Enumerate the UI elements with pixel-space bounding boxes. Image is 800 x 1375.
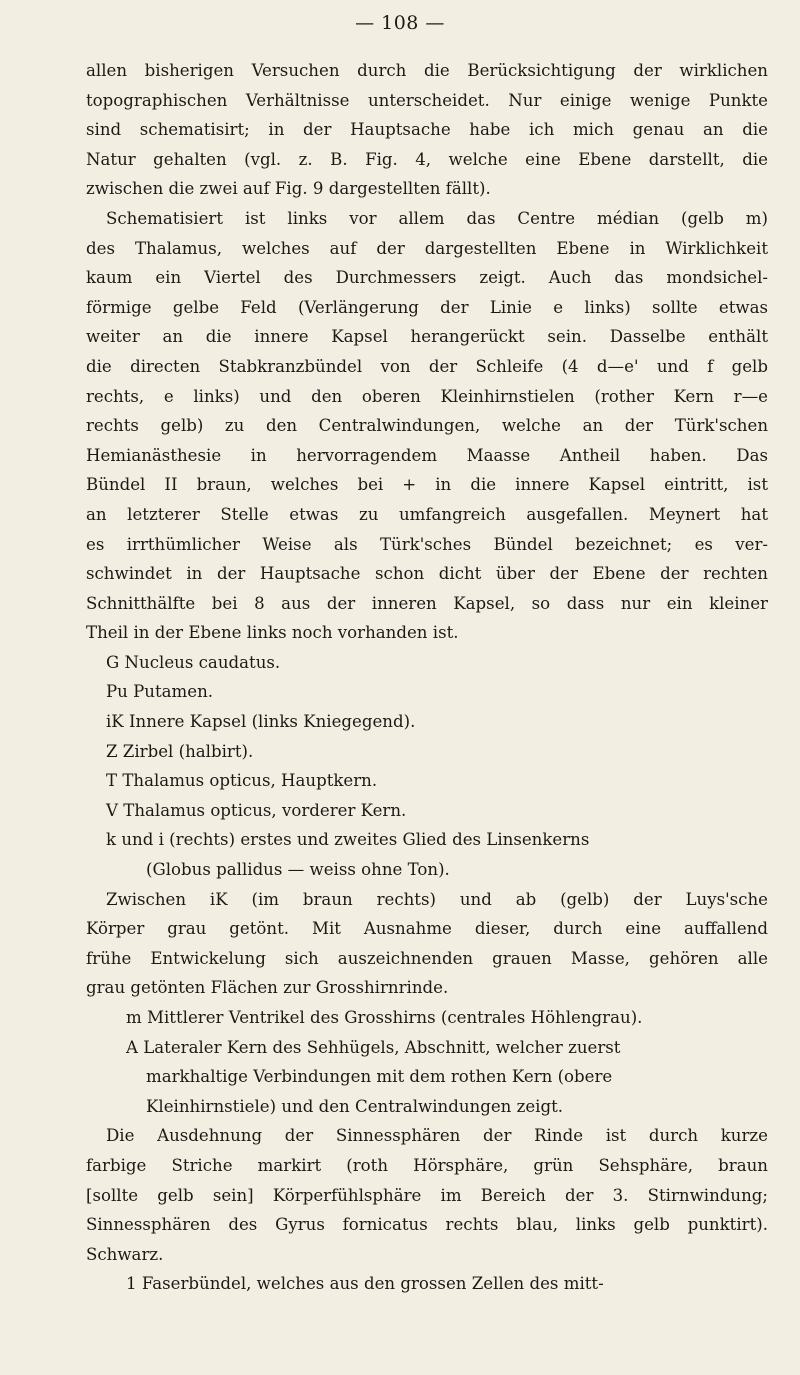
text-line: Z Zirbel (halbirt). (106, 741, 254, 761)
page-number: — 108 — (355, 12, 445, 34)
text-line: Die Ausdehnung der Sinnessphären der Rinde ist durch kurze (106, 1126, 768, 1146)
text-line: Sinnessphären des Gyrus fornicatus rechts blau, links gelb punktirt). (86, 1215, 768, 1235)
body-text (86, 56, 768, 1299)
text-line: Bündel II braun, welches bei + in die innere Kapsel eintritt, ist (86, 475, 768, 495)
text-line: (Globus pallidus — weiss ohne Ton). (146, 860, 450, 880)
text-line: Schwarz. (86, 1244, 164, 1264)
text-line: [sollte gelb sein] Körperfühlsphäre im Bereich der 3. Stirnwindung; (86, 1185, 768, 1205)
text-line: V Thalamus opticus, vorderer Kern. (106, 800, 407, 820)
text-line: frühe Entwickelung sich auszeichnenden grauen Masse, gehören alle (86, 948, 768, 968)
text-line: förmige gelbe Feld (Verlängerung der Linie e links) sollte etwas (86, 297, 768, 317)
text-line: Schnitthälfte bei 8 aus der inneren Kapsel, so dass nur ein kleiner (86, 593, 768, 613)
text-line: des Thalamus, welches auf der dargestellten Ebene in Wirklichkeit (86, 238, 768, 258)
text-line: Körper grau getönt. Mit Ausnahme dieser, durch eine auffallend (86, 919, 768, 939)
text-line: Zwischen iK (im braun rechts) und ab (gelb) der Luys'sche (106, 889, 768, 909)
text-line: m Mittlerer Ventrikel des Grosshirns (centrales Höhlengrau). (126, 1008, 643, 1027)
text-line: Pu Putamen. (106, 682, 214, 702)
text-line: die directen Stabkranzbündel von der Schleife (4 d—e' und f gelb (86, 356, 768, 376)
text-line: kaum ein Viertel des Durchmessers zeigt. Auch das mondsichel- (86, 268, 768, 288)
text-line: schwindet in der Hauptsache schon dicht über der Ebene der rechten (86, 564, 768, 584)
text-line: A Lateraler Kern des Sehhügels, Abschnitt, welcher zuerst (126, 1037, 621, 1057)
text-line: Kleinhirnstiele) und den Centralwindungen zeigt. (146, 1096, 564, 1116)
text-line: grau getönten Flächen zur Grosshirnrinde. (86, 978, 449, 998)
text-line: Schematisiert ist links vor allem das Centre médian (gelb m) (106, 208, 768, 228)
text-line: allen bisherigen Versuchen durch die Berücksichtigung der wirklichen (86, 61, 768, 80)
text-line: markhaltige Verbindungen mit dem rothen Kern (obere (146, 1067, 613, 1087)
text-line: T Thalamus opticus, Hauptkern. (106, 771, 378, 791)
text-line: Hemianästhesie in hervorragendem Maasse Antheil haben. Das (86, 445, 768, 465)
text-line: farbige Striche markirt (roth Hörsphäre, grün Sehsphäre, braun (86, 1155, 768, 1175)
text-line: 1 Faserbündel, welches aus den grossen Zellen des mitt- (126, 1274, 604, 1294)
text-line: k und i (rechts) erstes und zweites Glied des Linsenkerns (106, 830, 590, 850)
text-line: an letzterer Stelle etwas zu umfangreich ausgefallen. Meynert hat (86, 504, 768, 524)
text-line: Theil in der Ebene links noch vorhanden ist. (86, 623, 459, 643)
text-line: sind schematisirt; in der Hauptsache habe ich mich genau an die (86, 120, 768, 140)
text-line: rechts, e links) und den oberen Kleinhirnstielen (rother Kern r—e (86, 386, 768, 406)
text-line: topographischen Verhältnisse unterscheidet. Nur einige wenige Punkte (86, 90, 768, 110)
text-line: iK Innere Kapsel (links Kniegegend). (106, 712, 416, 732)
text-line: weiter an die innere Kapsel herangerückt sein. Dasselbe enthält (86, 327, 768, 347)
text-line: G Nucleus caudatus. (106, 652, 281, 672)
text-line: zwischen die zwei auf Fig. 9 dargestellten fällt). (86, 179, 491, 199)
text-line: rechts gelb) zu den Centralwindungen, welche an der Türk'schen (86, 416, 768, 436)
text-line: Natur gehalten (vgl. z. B. Fig. 4, welche eine Ebene darstellt, die (86, 149, 768, 169)
text-line: es irrthümlicher Weise als Türk'sches Bündel bezeichnet; es ver- (86, 534, 768, 554)
